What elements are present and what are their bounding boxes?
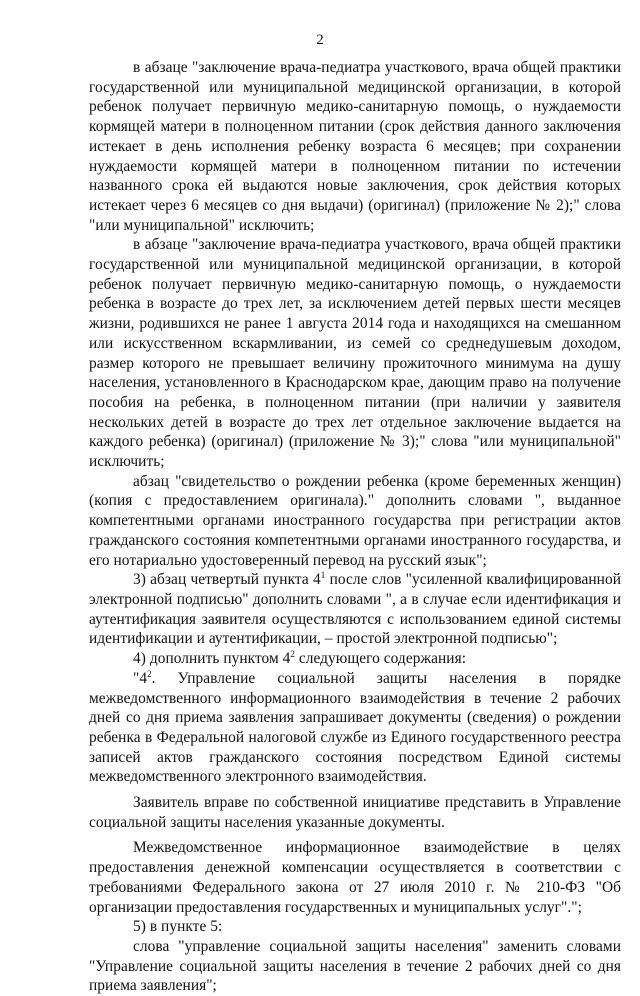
paragraph-1: в абзаце "заключение врача-педиатра участкового, врача общей практики государственной или муниципальной медицинской организации, в которой ребенок получает первичную медико-санитарную помощь, о нуждаемости кормящей матери в полноценном питании (срок действия данного заключения истекает в день исполнения ребенку возраста 6 месяцев; при сохранении нуждаемости кормящей матери в полноценном питании по истечении названного срока ей выдаются новые заключения, срок действия которых истекает через 6 месяцев со дня выдачи) (оригинал) (приложение № 2);" слова "или муниципальной" исключить; <box>89 59 621 234</box>
paragraph-7: Заявитель вправе по собственной инициативе представить в Управление социальной защиты населения указанные документы. <box>89 794 621 831</box>
paragraph-10: слова "управление социальной защиты населения" заменить словами "Управление социальной защиты населения в течение 2 рабочих дней со дня приема заявления"; <box>89 937 621 995</box>
paragraph-5-text-cont: следующего содержания: <box>294 650 467 668</box>
page-number: 2 <box>316 32 324 48</box>
paragraph-6-text: "4 <box>133 669 148 687</box>
superscript: 2 <box>290 649 295 660</box>
document-body <box>89 58 621 996</box>
paragraph-5-text: 4) дополнить пунктом 4 <box>133 650 291 668</box>
paragraph-9: 5) в пункте 5: <box>133 918 223 936</box>
superscript: 1 <box>320 570 326 581</box>
superscript: 2 <box>147 668 152 679</box>
paragraph-5 <box>89 649 621 669</box>
paragraph-4 <box>89 570 621 649</box>
paragraph-8: Межведомственное информационное взаимодействие в целях предоставления денежной компенсации осуществляется в соответствии с требованиями Федерального закона от 27 июля 2010 г. № 210-ФЗ "Об организации предоставления государственных и муниципальных услуг"."; <box>89 839 621 916</box>
paragraph-6 <box>89 669 621 787</box>
paragraph-3: абзац "свидетельство о рождении ребенка (кроме беременных женщин) (копия с предоставлением оригинала)." дополнить словами ", выданное компетентными органами иностранного государства при регистрации актов гражданского состояния компетентными органами иностранного государства, и его нотариально удостоверенный перевод на русский язык"; <box>89 472 621 569</box>
paragraph-4-text: 3) абзац четвертый пункта 4 <box>133 571 321 589</box>
paragraph-2: в абзаце "заключение врача-педиатра участкового, врача общей практики государственной или муниципальной медицинской организации, в которой ребенок получает первичную медико-санитарную помощь, о нуждаемости ребенка в возрасте до трех лет, за исключением детей первых шести месяцев жизни, родившихся не ранее 1 августа 2014 года и находящихся на смешанном или искусственном вскармливании, из семей со среднедушевым доходом, размер которого не превышает величину прожиточного минимума на душу населения, установленного в Краснодарском крае, дающим право на получение пособия на ребенка, в полноценном питании (при наличии у заявителя нескольких детей в возрасте до трех лет отдельное заключение выдается на каждого ребенка) (оригинал) (приложение № 3);" слова "или муниципальной" исключить; <box>89 236 621 471</box>
paragraph-4-text-cont: после слов "усиленной квалифицированной электронной подписью" дополнить словами ", а в случае если идентификация и аутентификация заявителя осуществляются с использованием единой системы идентификации и аутентификации, – простой электронной подписью"; <box>89 571 622 648</box>
paragraph-6-text-cont: . Управление социальной защиты населения в порядке межведомственного информационного взаимодействия в течение 2 рабочих дней со дня приема заявления запрашивает документы (сведения) о рождении ребенка в Федеральной налоговой службе из Единого государственного реестра записей актов гражданского состояния посредством Единой системы межведомственного электронного взаимодействия. <box>89 669 621 786</box>
